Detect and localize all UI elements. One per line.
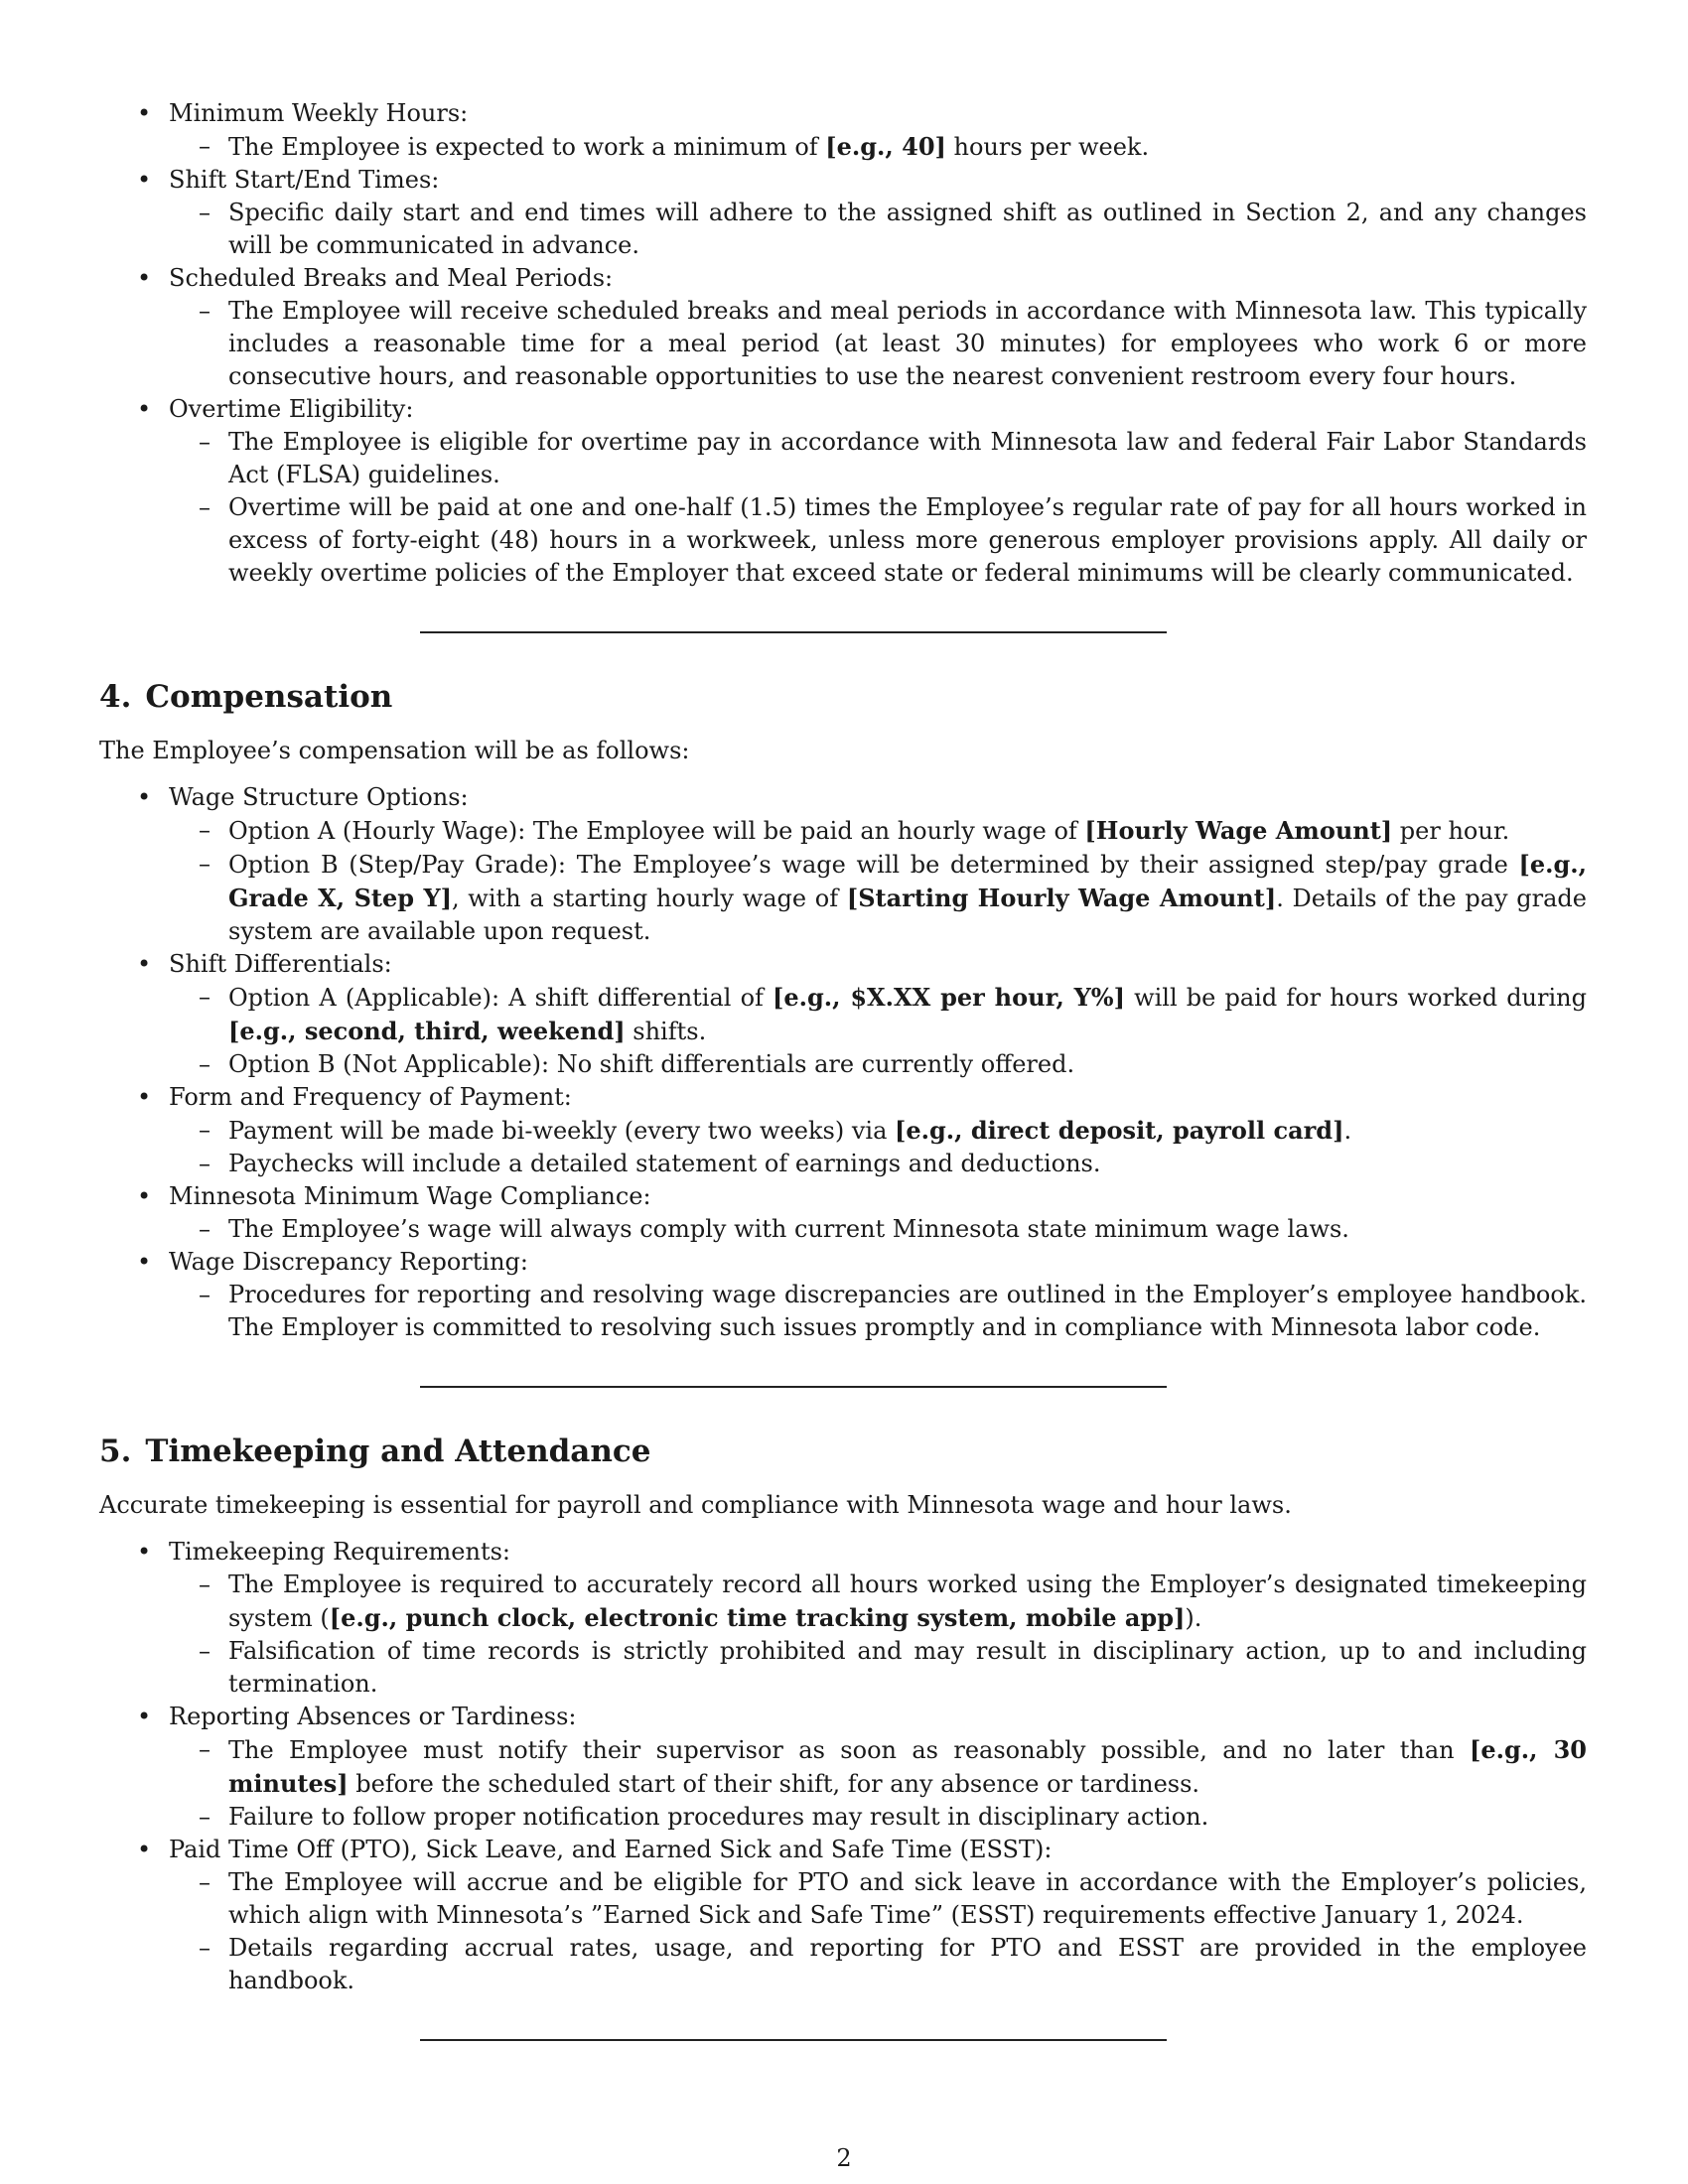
section4-number: 4. <box>99 679 132 715</box>
body-text: The Employee will accrue and be eligible for PTO and sick leave in accordance with the Employer’s policies, which align with Minnesota’s ”Earned Sick and Safe Time” (ESST) requirements effective January 1, 2024. <box>228 1868 1587 1929</box>
sub-list-item <box>169 1733 1587 1801</box>
list-item <box>99 262 1587 393</box>
sub-list <box>169 1866 1587 1997</box>
placeholder-text: [Hourly Wage Amount] <box>1084 816 1393 845</box>
sub-list-item <box>169 814 1587 848</box>
sub-list-item <box>169 1148 1587 1180</box>
list-item-label: Timekeeping Requirements: <box>169 1538 510 1566</box>
sub-list <box>169 814 1587 948</box>
section-divider <box>420 2039 1167 2041</box>
body-text: will be paid for hours worked during <box>1124 984 1587 1012</box>
body-text: ). <box>1185 1604 1202 1632</box>
placeholder-text: [e.g., Grade X, Step Y] <box>228 850 1587 912</box>
list-item <box>99 1834 1587 1997</box>
sub-list-item <box>169 197 1587 262</box>
placeholder-text: [e.g., $X.XX per hour, Y%] <box>773 983 1125 1012</box>
body-text: The Employee is expected to work a minimum of <box>228 133 826 161</box>
sub-list-item <box>169 981 1587 1048</box>
section-divider <box>420 1386 1167 1388</box>
sub-list <box>169 981 1587 1081</box>
sub-list-item <box>169 130 1587 164</box>
list-item <box>99 1701 1587 1834</box>
section5-list <box>99 1536 1587 1997</box>
section4-heading <box>99 677 1587 717</box>
body-text: hours per week. <box>945 133 1150 161</box>
body-text: Specific daily start and end times will adhere to the assigned shift as outlined in Section 2, and any changes will be communicated in advance. <box>228 199 1587 259</box>
placeholder-text: [e.g., punch clock, electronic time tracking system, mobile app] <box>329 1603 1186 1632</box>
body-text: Option B (Not Applicable): No shift differentials are currently offered. <box>228 1050 1075 1078</box>
body-text: Option A (Applicable): A shift differential of <box>228 984 774 1012</box>
section4-list <box>99 781 1587 1344</box>
body-text: shifts. <box>625 1018 707 1045</box>
list-item <box>99 1081 1587 1180</box>
section5-number: 5. <box>99 1433 132 1469</box>
sub-list-item <box>169 1866 1587 1932</box>
body-text: . Details of the pay grade system are available upon request. <box>228 885 1587 945</box>
sub-list-item <box>169 1048 1587 1081</box>
sub-list-item <box>169 491 1587 590</box>
body-text: . <box>1343 1117 1352 1145</box>
list-item <box>99 948 1587 1081</box>
list-item <box>99 1180 1587 1246</box>
body-text: The Employee’s wage will always comply with current Minnesota state minimum wage laws. <box>228 1215 1349 1243</box>
body-text: Falsification of time records is strictly prohibited and may result in disciplinary action, up to and including termination. <box>228 1637 1587 1698</box>
list-item-label: Paid Time Off (PTO), Sick Leave, and Earned Sick and Safe Time (ESST): <box>169 1836 1053 1863</box>
list-item <box>99 164 1587 262</box>
sub-list-item <box>169 295 1587 393</box>
body-text: The Employee must notify their supervisor as soon as reasonably possible, and no later than <box>228 1736 1471 1764</box>
list-item <box>99 393 1587 590</box>
sub-list-item <box>169 1635 1587 1701</box>
section3-list <box>99 97 1587 590</box>
body-text: Option B (Step/Pay Grade): The Employee’s wage will be determined by their assigned step/pay grade <box>228 851 1519 879</box>
body-text: Procedures for reporting and resolving wage discrepancies are outlined in the Employer’s employee handbook. The Employer is committed to resolving such issues promptly and in compliance with Minnesota labor code. <box>228 1281 1587 1341</box>
placeholder-text: [e.g., 40] <box>825 132 946 161</box>
list-item-label: Overtime Eligibility: <box>169 395 414 423</box>
body-text: Paychecks will include a detailed statement of earnings and deductions. <box>228 1150 1101 1177</box>
body-text: The Employee will receive scheduled breaks and meal periods in accordance with Minnesota law. This typically includes a reasonable time for a meal period (at least 30 minutes) for employees who work 6 or more consecutive hours, and reasonable opportunities to use the nearest convenient restroom every four hours. <box>228 297 1587 390</box>
list-item-label: Minimum Weekly Hours: <box>169 99 469 127</box>
sub-list-item <box>169 1114 1587 1148</box>
sub-list-item <box>169 1569 1587 1635</box>
sub-list <box>169 1733 1587 1834</box>
list-item-label: Minnesota Minimum Wage Compliance: <box>169 1182 651 1210</box>
body-text: Overtime will be paid at one and one-half (1.5) times the Employee’s regular rate of pay for all hours worked in excess of forty-eight (48) hours in a workweek, unless more generous employer provisions apply. All daily or weekly overtime policies of the Employer that exceed state or federal minimums will be clearly communicated. <box>228 493 1587 587</box>
sub-list <box>169 197 1587 262</box>
list-item-label: Wage Structure Options: <box>169 783 469 811</box>
section-divider <box>420 631 1167 633</box>
sub-list <box>169 1114 1587 1180</box>
sub-list <box>169 1279 1587 1344</box>
sub-list-item <box>169 426 1587 491</box>
placeholder-text: [e.g., second, third, weekend] <box>228 1017 626 1045</box>
sub-list-item <box>169 1801 1587 1834</box>
body-text: before the scheduled start of their shift, for any absence or tardiness. <box>348 1770 1200 1798</box>
section4-title: Compensation <box>145 679 393 715</box>
sub-list <box>169 1213 1587 1246</box>
sub-list-item <box>169 1213 1587 1246</box>
list-item-label: Wage Discrepancy Reporting: <box>169 1248 528 1276</box>
list-item-label: Scheduled Breaks and Meal Periods: <box>169 264 614 292</box>
placeholder-text: [Starting Hourly Wage Amount] <box>846 884 1277 912</box>
sub-list-item <box>169 848 1587 948</box>
sub-list <box>169 1569 1587 1701</box>
list-item <box>99 1246 1587 1344</box>
list-item-label: Shift Differentials: <box>169 950 392 978</box>
body-text: per hour. <box>1392 817 1510 845</box>
list-item-label: Form and Frequency of Payment: <box>169 1083 572 1111</box>
section4-intro: The Employee’s compensation will be as follows: <box>99 737 690 764</box>
body-text: The Employee is required to accurately record all hours worked using the Employer’s designated timekeeping system ( <box>228 1570 1587 1632</box>
placeholder-text: [e.g., 30 minutes] <box>228 1735 1587 1798</box>
body-text: Payment will be made bi-weekly (every two weeks) via <box>228 1117 896 1145</box>
sub-list-item <box>169 1932 1587 1997</box>
placeholder-text: [e.g., direct deposit, payroll card] <box>895 1116 1344 1145</box>
section5-title: Timekeeping and Attendance <box>145 1433 651 1469</box>
sub-list <box>169 426 1587 590</box>
list-item-label: Reporting Absences or Tardiness: <box>169 1703 577 1730</box>
page-number: 2 <box>836 2144 852 2172</box>
list-item <box>99 781 1587 948</box>
body-text: Option A (Hourly Wage): The Employee will be paid an hourly wage of <box>228 817 1085 845</box>
sub-list <box>169 130 1587 164</box>
list-item-label: Shift Start/End Times: <box>169 166 440 194</box>
document-page <box>99 97 1587 2041</box>
section5-heading <box>99 1432 1587 1471</box>
body-text: Details regarding accrual rates, usage, and reporting for PTO and ESST are provided in the employee handbook. <box>228 1934 1587 1994</box>
body-text: Failure to follow proper notification procedures may result in disciplinary action. <box>228 1803 1209 1831</box>
sub-list <box>169 295 1587 393</box>
sub-list-item <box>169 1279 1587 1344</box>
body-text: , with a starting hourly wage of <box>451 885 847 912</box>
list-item <box>99 1536 1587 1701</box>
list-item <box>99 97 1587 164</box>
section5-intro: Accurate timekeeping is essential for payroll and compliance with Minnesota wage and hour laws. <box>99 1491 1292 1519</box>
body-text: The Employee is eligible for overtime pay in accordance with Minnesota law and federal Fair Labor Standards Act (FLSA) guidelines. <box>228 428 1587 488</box>
